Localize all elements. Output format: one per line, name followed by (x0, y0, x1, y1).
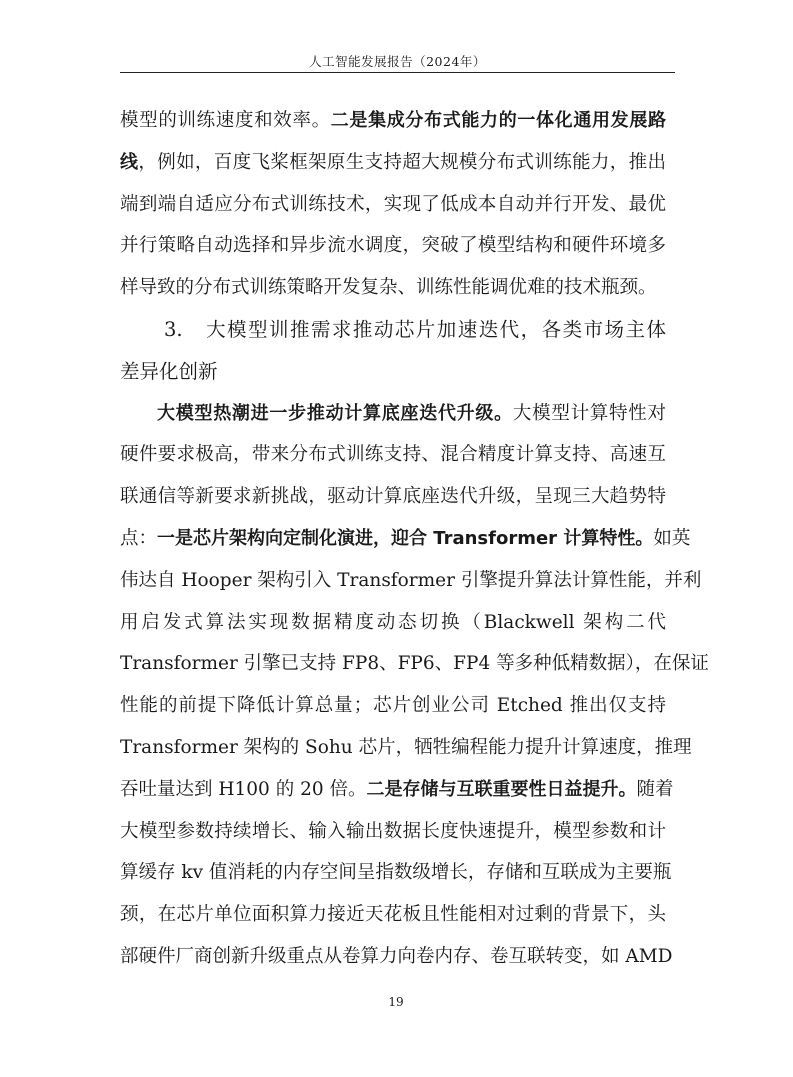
text-run: 模型的训练速度和效率。 (120, 110, 331, 131)
bold-text-run: 大模型热潮进一步推动计算底座迭代升级。 (157, 402, 513, 424)
text-run: 样导致的分布式训练策略开发复杂、训练性能调优难的技术瓶颈。 (120, 277, 657, 299)
text-line (120, 184, 666, 226)
text-run: 颈，在芯片单位面积算力接近天花板且性能相对过剩的背景下，头 (120, 904, 666, 926)
text-run: 性能的前提下降低计算总量；芯片创业公司 Etched 推出仅支持 (120, 695, 666, 717)
text-run: 大模型参数持续增长、输入输出数据长度快速提升，模型参数和计 (120, 820, 666, 842)
text-run: 算缓存 kv 值消耗的内存空间呈指数级增长，存储和互联成为主要瓶 (120, 862, 672, 884)
text-run: 吞吐量达到 H100 的 20 倍。 (120, 778, 367, 800)
text-line (120, 769, 674, 811)
text-run: ，例如，百度飞桨框架原生支持超大规模分布式训练能力，推出 (138, 151, 666, 173)
document-body (120, 100, 709, 978)
section-heading (120, 309, 666, 351)
text-line (120, 100, 666, 142)
text-line (120, 518, 691, 560)
bold-text-run: 一是芯片架构向定制化演进，迎合 Transformer 计算特性。 (157, 527, 654, 549)
section-number: 3. (164, 317, 183, 341)
text-line (120, 476, 666, 518)
section-heading-continued (120, 351, 666, 393)
text-run: 随着 (636, 778, 674, 800)
bold-text-run: 二是存储与互联重要性日益提升。 (366, 778, 637, 800)
section-title-part: 大模型训推需求推动芯片加速迭代，各类市场主体 (204, 317, 666, 341)
text-run: 并行策略自动选择和异步流水调度，突破了模型结构和硬件环境多 (120, 235, 666, 257)
text-line (120, 852, 672, 894)
text-run: 部硬件厂商创新升级重点从卷算力向卷内存、卷互联转变，如 AMD (120, 945, 673, 967)
text-run: 如英 (653, 527, 691, 549)
text-line (120, 936, 673, 978)
text-line (120, 727, 692, 769)
text-run: 点： (120, 527, 158, 549)
text-line (120, 602, 666, 644)
text-line (120, 267, 666, 309)
text-line (120, 434, 666, 476)
text-run: 联通信等新要求新挑战，驱动计算底座迭代升级，呈现三大趋势特 (120, 486, 666, 508)
text-run: 用启发式算法实现数据精度动态切换（Blackwell 架构二代 (120, 611, 666, 633)
text-run: 大模型计算特性对 (512, 402, 666, 424)
text-line (120, 225, 666, 267)
text-line (120, 811, 666, 853)
bold-text-run: 二是集成分布式能力的一体化通用发展路 (330, 110, 666, 131)
text-line (120, 560, 702, 602)
text-line (120, 685, 666, 727)
text-line (120, 393, 666, 435)
running-header: 人工智能发展报告（2024年） (309, 54, 486, 69)
text-line (120, 142, 666, 184)
page-number: 19 (388, 995, 404, 1009)
text-line (120, 894, 666, 936)
text-run: Transformer 架构的 Sohu 芯片，牺牲编程能力提升计算速度，推理 (120, 736, 692, 758)
text-run: 端到端自适应分布式训练技术，实现了低成本自动并行开发、最优 (120, 193, 666, 215)
text-run: 伟达自 Hooper 架构引入 Transformer 引擎提升算法计算性能，并利 (120, 569, 702, 591)
text-run: Transformer 引擎已支持 FP8、FP6、FP4 等多种低精数据），在保证 (120, 653, 709, 675)
text-line (120, 643, 709, 685)
header-rule (120, 72, 675, 73)
text-run: 硬件要求极高，带来分布式训练支持、混合精度计算支持、高速互 (120, 444, 666, 466)
bold-text-run: 线 (120, 151, 139, 173)
section-title-part: 差异化创新 (120, 359, 218, 383)
